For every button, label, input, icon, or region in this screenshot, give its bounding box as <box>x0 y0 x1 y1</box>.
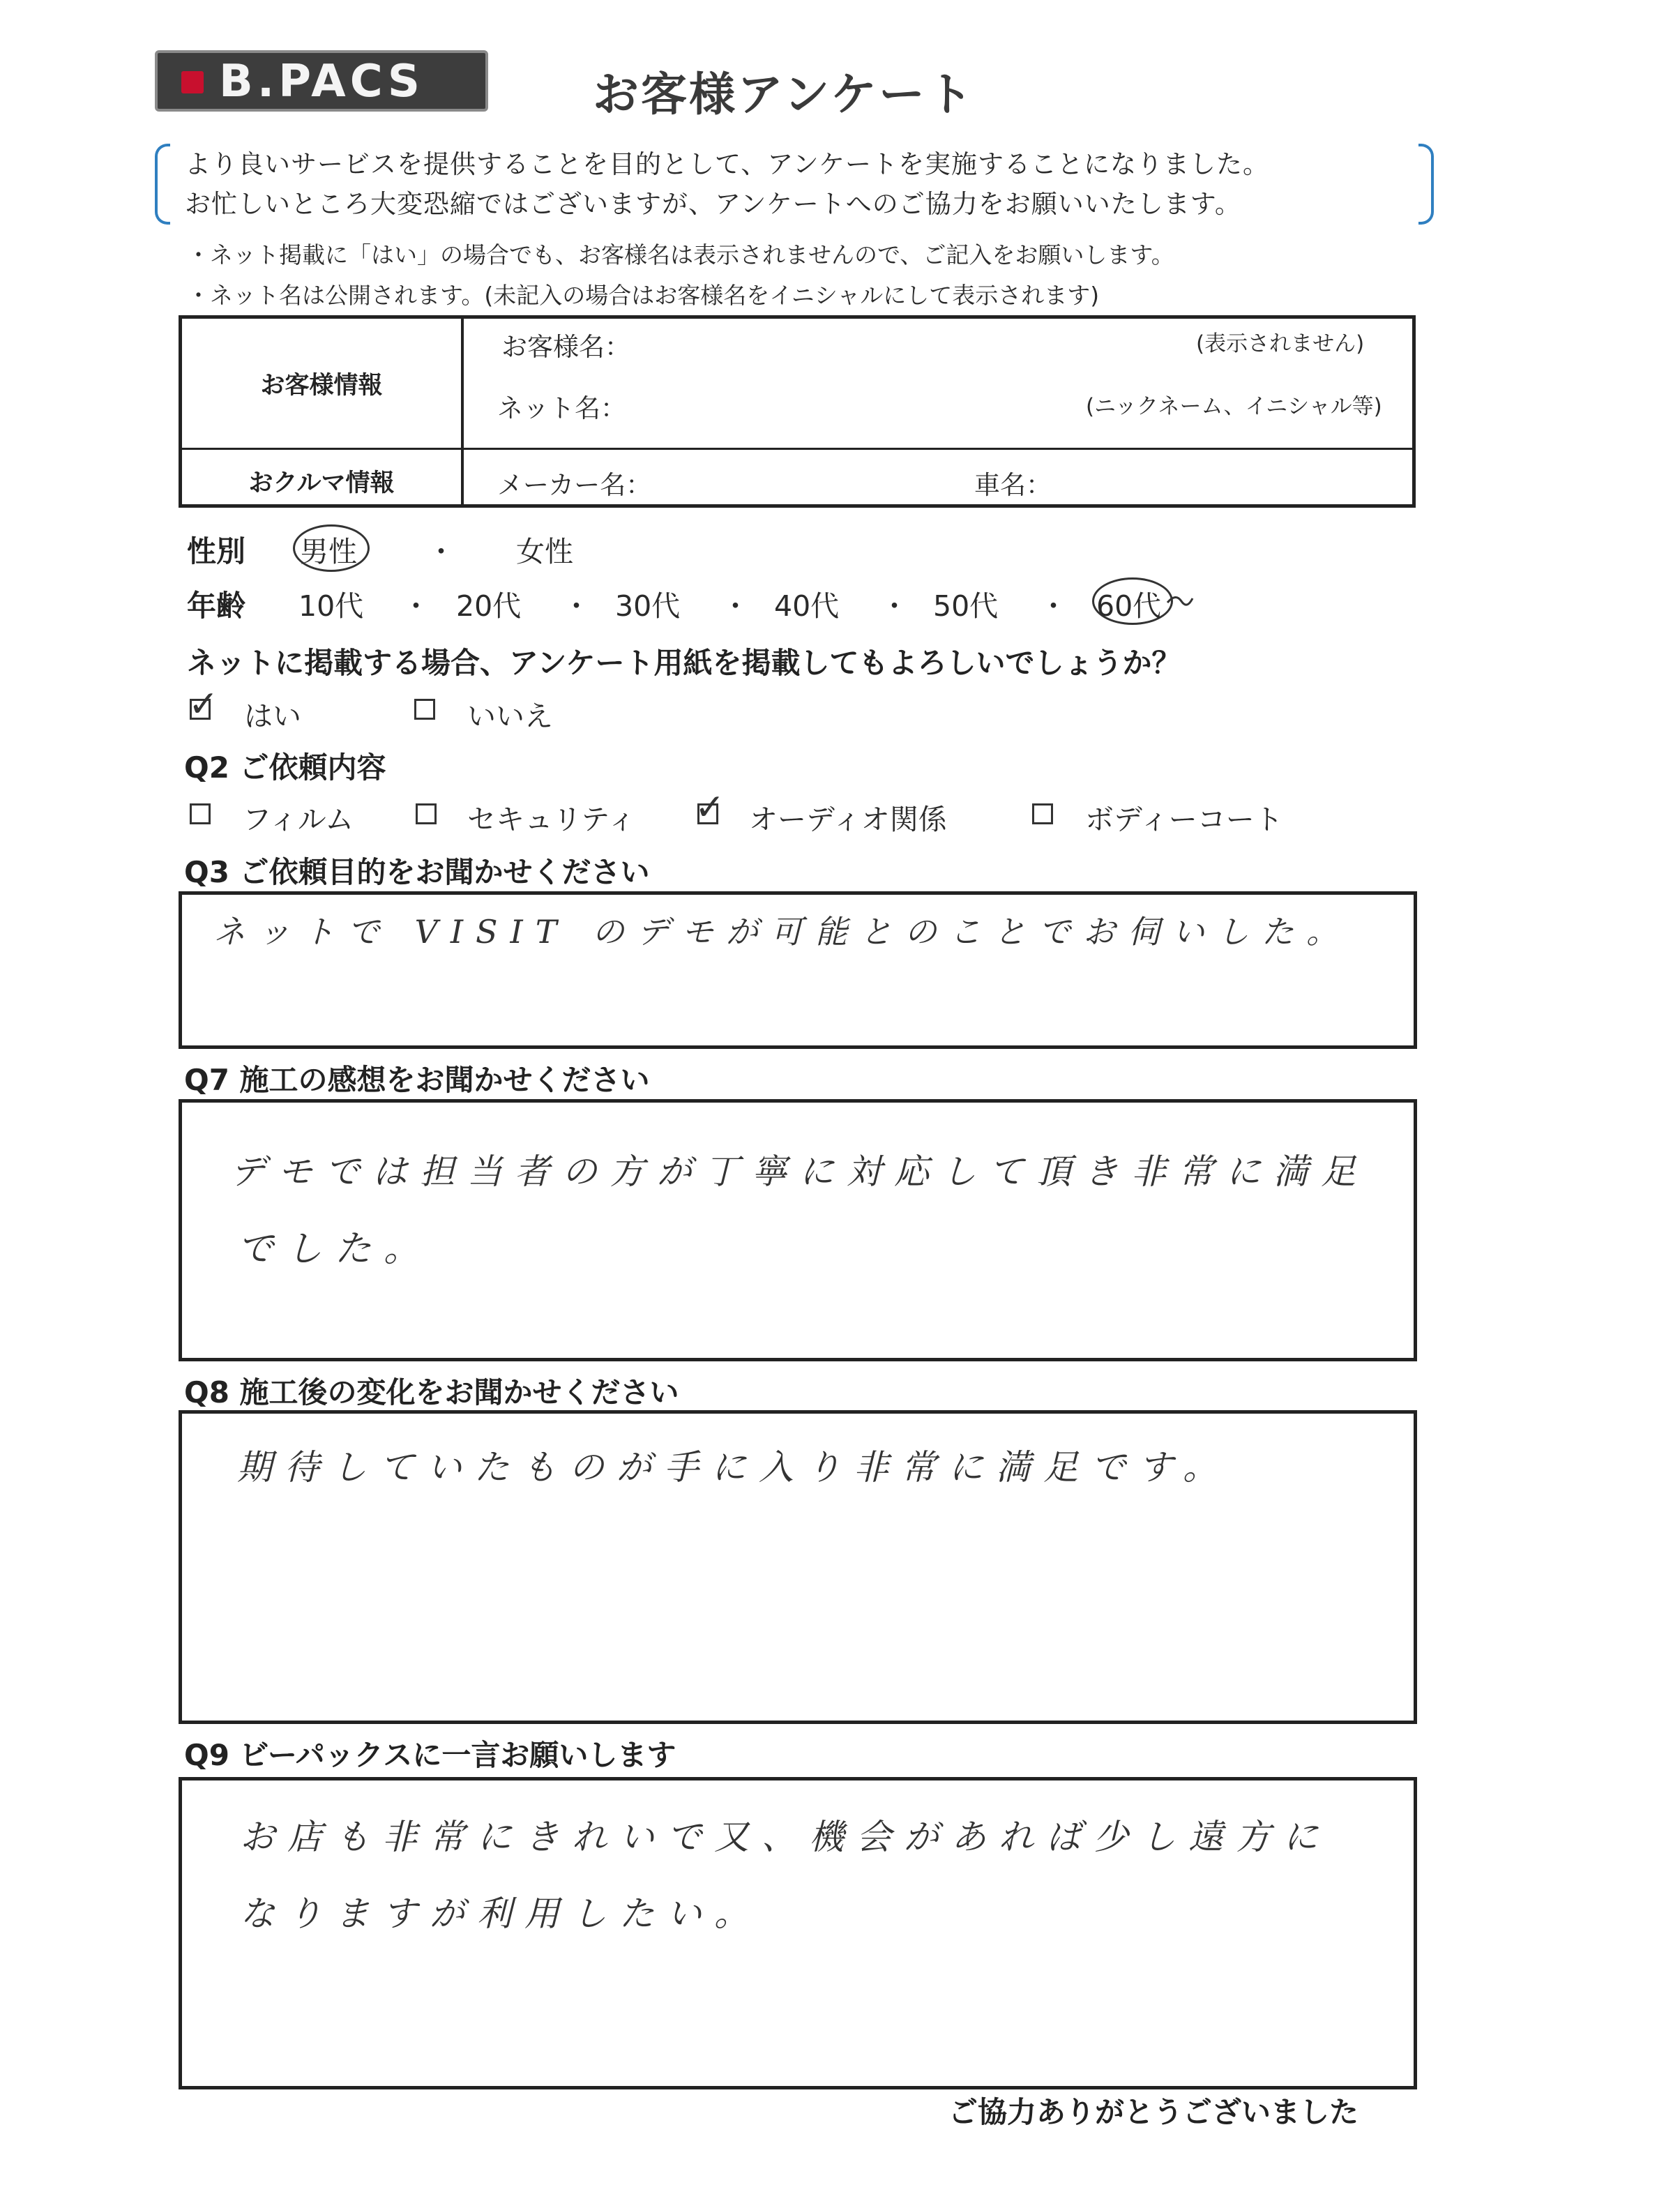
car-info-header: おクルマ情報 <box>248 469 395 497</box>
gender-option-male: 男性 <box>300 535 357 568</box>
thanks-message: ご協力ありがとうございました <box>948 2095 1359 2129</box>
q9-label: Q9 ビーパックスに一言お願いします <box>184 1738 676 1772</box>
age-option-20s: 20代 <box>456 589 522 623</box>
net-name-note: (ニックネーム、イニシャル等) <box>1086 394 1382 419</box>
q2-film-checkbox[interactable] <box>190 803 211 824</box>
left-bracket <box>155 144 170 225</box>
q7-label: Q7 施工の感想をお聞かせください <box>184 1063 650 1097</box>
net-name-label: ネット名： <box>497 393 626 423</box>
q2-bodycoat-checkbox[interactable] <box>1032 803 1053 824</box>
publish-no-label: いいえ <box>467 700 553 733</box>
logo-text: B.PACS <box>219 56 424 107</box>
q2-security-label: セキュリティ <box>467 803 636 836</box>
q8-answer: 期待していたものが手に入り非常に満足です。 <box>237 1447 1230 1488</box>
q2-label: Q2 ご依頼内容 <box>184 750 386 785</box>
checkmark-icon: ✓ <box>695 787 725 829</box>
note-line-2: ・ネット名は公開されます。(未記入の場合はお客様名をイニシャルにして表示されます) <box>187 282 1100 309</box>
gender-label: 性別 <box>187 534 246 568</box>
q7-answer-line-1: デモでは担当者の方が丁寧に対応して頂き非常に満足 <box>230 1151 1368 1192</box>
intro-line-1: より良いサービスを提供することを目的として、アンケートを実施することになりました。 <box>185 149 1270 179</box>
q2-film-label: フィルム <box>243 803 354 836</box>
q8-label: Q8 施工後の変化をお聞かせください <box>184 1375 679 1409</box>
gender-option-female: 女性 <box>516 535 573 568</box>
publish-yes-label: はい <box>244 700 301 733</box>
customer-name-note: (表示されません) <box>1196 331 1365 356</box>
gender-separator: ・ <box>427 535 455 568</box>
age-separator: ・ <box>1039 589 1068 623</box>
checkmark-icon: ✓ <box>188 683 219 725</box>
age-label: 年齢 <box>187 589 246 623</box>
age-separator: ・ <box>880 589 909 623</box>
note-line-1: ・ネット掲載に「はい」の場合でも、お客様名は表示されませんので、ご記入をお願いします。 <box>187 241 1174 269</box>
age-option-10s: 10代 <box>298 589 364 623</box>
age-separator: ・ <box>562 589 591 623</box>
intro-line-2: お忙しいところ大変恐縮ではございますが、アンケートへのご協力をお願いいたします。 <box>185 189 1241 219</box>
age-option-40s: 40代 <box>774 589 840 623</box>
right-bracket <box>1418 144 1434 225</box>
age-option-50s: 50代 <box>933 589 999 623</box>
q9-answer-line-1: お店も非常にきれいで又、機会があれば少し遠方に <box>240 1817 1331 1857</box>
customer-info-header: お客様情報 <box>260 372 383 400</box>
publish-question: ネットに掲載する場合、アンケート用紙を掲載してもよろしいでしょうか？ <box>187 646 1181 680</box>
publish-no-checkbox[interactable] <box>414 699 435 720</box>
table-divider-vertical <box>461 319 464 504</box>
bpacs-logo <box>155 50 488 112</box>
maker-label: メーカー名： <box>497 470 652 500</box>
table-divider-horizontal <box>182 448 1412 450</box>
q2-bodycoat-label: ボディーコート <box>1085 803 1283 836</box>
age-option-60s: 60代 <box>1096 589 1162 623</box>
age-separator: ・ <box>402 589 430 623</box>
car-name-label: 車名： <box>974 470 1052 500</box>
customer-name-label: お客様名： <box>501 332 630 362</box>
circle-tail-mark <box>1166 590 1194 611</box>
age-option-30s: 30代 <box>615 589 681 623</box>
q2-audio-label: オーディオ関係 <box>749 803 947 836</box>
age-separator: ・ <box>721 589 750 623</box>
q3-answer: ネットで VISIT のデモが可能とのことでお伺いした。 <box>213 913 1351 951</box>
q3-label: Q3 ご依頼目的をお聞かせください <box>184 855 650 889</box>
page-title: お客様アンケート <box>593 68 976 121</box>
q9-answer-line-2: なりますが利用したい。 <box>240 1893 762 1934</box>
q7-answer-line-2: でした。 <box>237 1228 433 1270</box>
q2-security-checkbox[interactable] <box>416 803 437 824</box>
customer-info-table <box>179 315 1416 508</box>
